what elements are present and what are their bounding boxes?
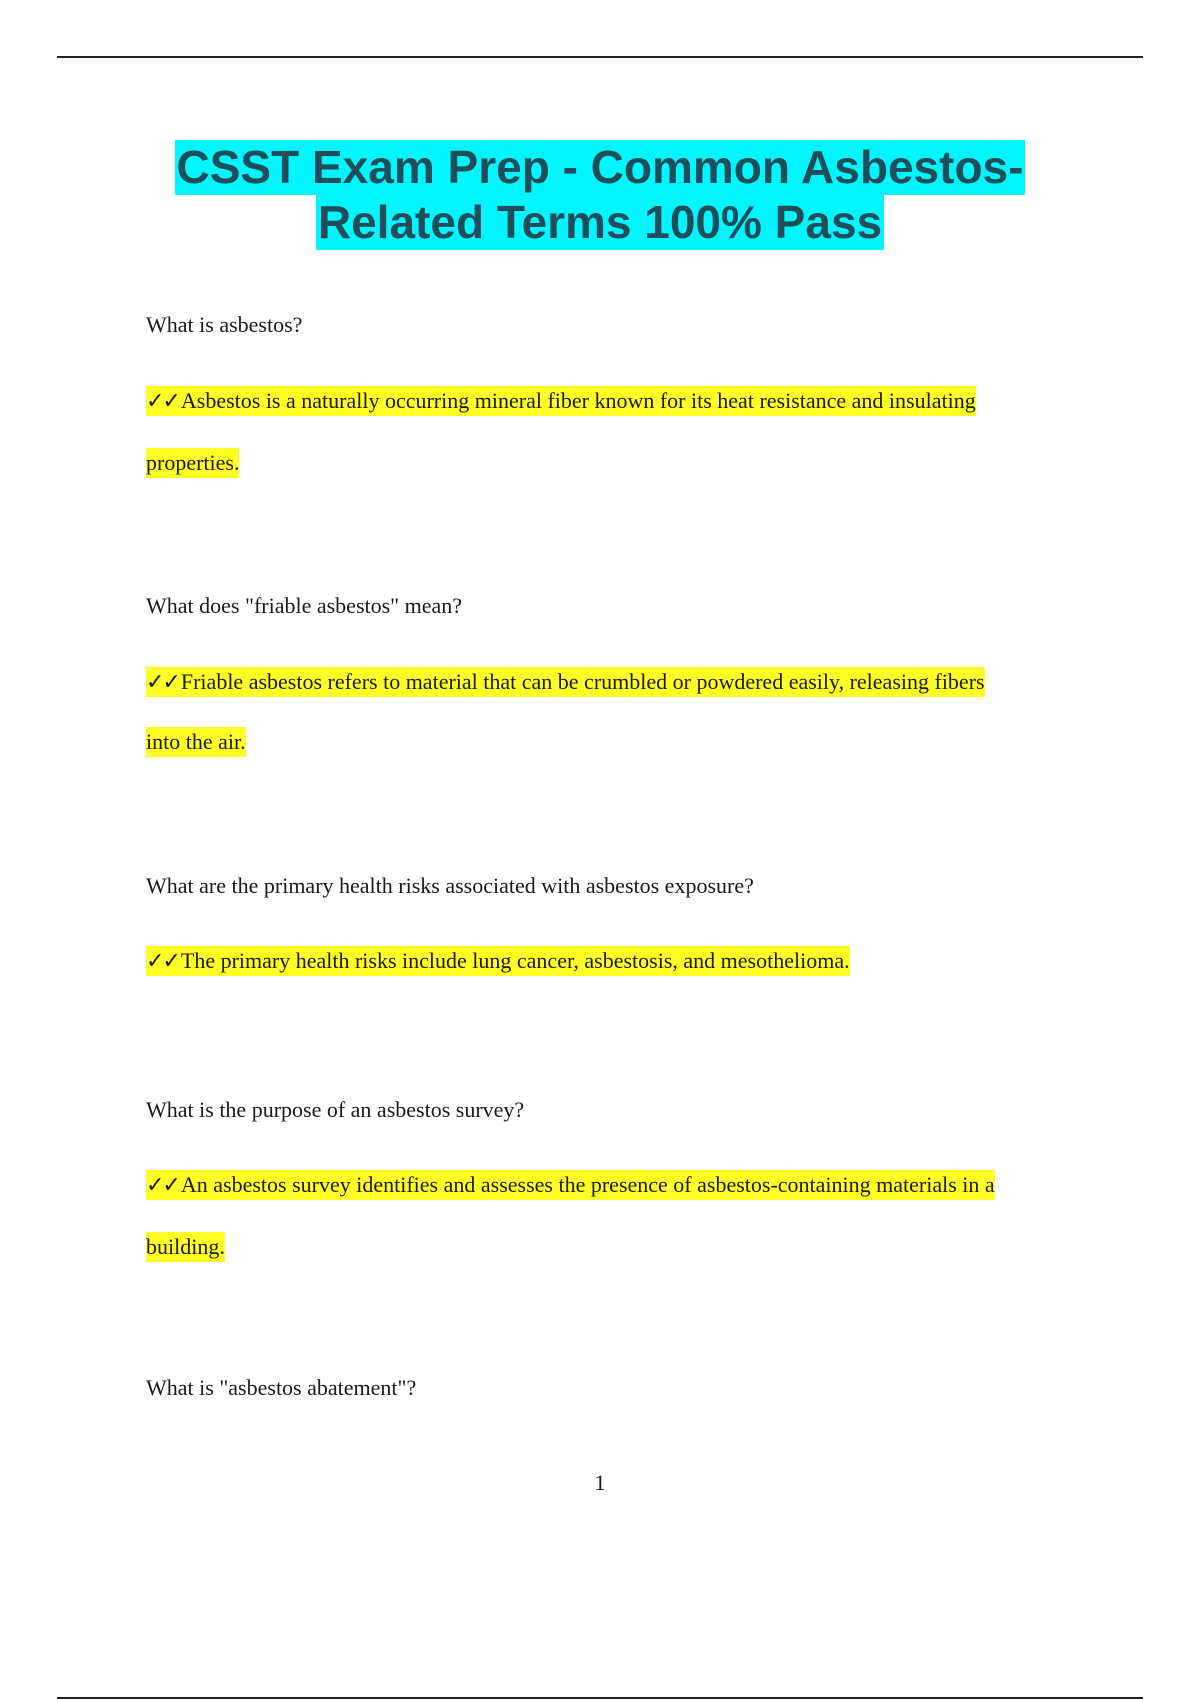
answer-text: Asbestos is a naturally occurring mineral fiber known for its heat resistance and insulating [180, 388, 976, 413]
answer-line [146, 667, 1086, 698]
qa-item-3 [146, 871, 1086, 977]
answer-text: into the air. [146, 727, 246, 757]
qa-item-4 [146, 1095, 1086, 1262]
question-text: What is "asbestos abatement"? [146, 1375, 417, 1400]
title-line-2: Related Terms 100% Pass [317, 196, 883, 248]
answer-text: Friable asbestos refers to material that can be crumbled or powdered easily, releasing fibers [180, 669, 985, 694]
qa-item-2 [146, 591, 1086, 757]
header-rule [57, 56, 1143, 58]
check-icon: ✓✓ [146, 949, 179, 974]
answer-line [146, 386, 1086, 417]
qa-item-1 [146, 310, 1086, 478]
answer-line [146, 448, 1086, 478]
answer-line [146, 946, 1086, 977]
page-number: 1 [594, 1470, 606, 1495]
document-title [0, 140, 1200, 250]
qa-item-5 [146, 1373, 1086, 1403]
answer-text: properties. [146, 448, 239, 478]
check-icon: ✓✓ [146, 1173, 179, 1198]
answer-line [146, 1170, 1086, 1201]
answer-text: The primary health risks include lung cancer, asbestosis, and mesothelioma. [180, 948, 850, 973]
question-text: What does "friable asbestos" mean? [146, 593, 463, 618]
check-icon: ✓✓ [146, 670, 179, 695]
question-text: What is the purpose of an asbestos survey? [146, 1097, 525, 1122]
answer-line [146, 727, 1086, 757]
answer-text: An asbestos survey identifies and assesses the presence of asbestos-containing materials in a [180, 1172, 995, 1197]
check-icon: ✓✓ [146, 389, 179, 414]
answer-line [146, 1232, 1086, 1262]
question-text: What is asbestos? [146, 312, 303, 337]
question-text: What are the primary health risks associated with asbestos exposure? [146, 873, 754, 898]
answer-text: building. [146, 1232, 225, 1262]
title-line-1: CSST Exam Prep - Common Asbestos- [176, 141, 1024, 193]
footer-rule [57, 1697, 1143, 1699]
